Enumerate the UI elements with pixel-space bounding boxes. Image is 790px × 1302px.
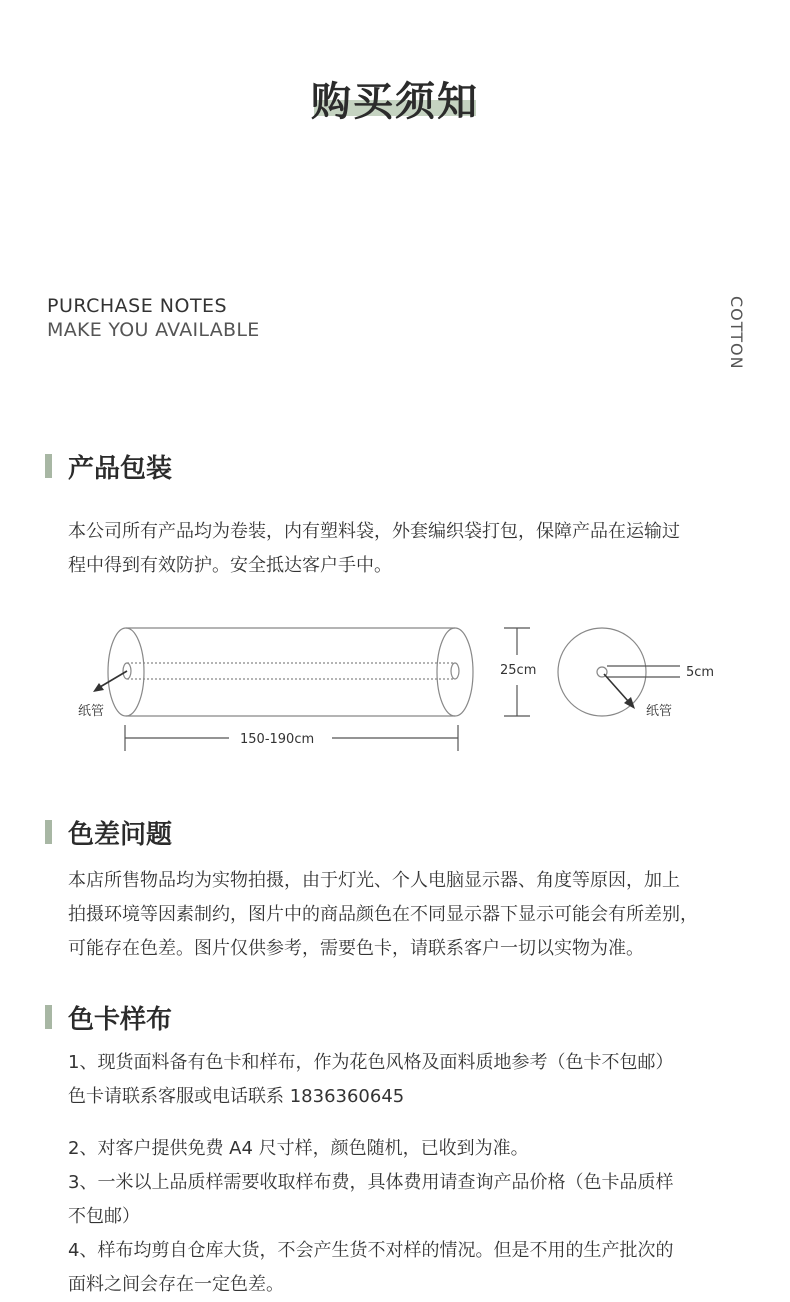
- cotton-vertical-label: COTTON: [727, 296, 746, 370]
- length-label: 150-190cm: [240, 732, 315, 747]
- swatch-item-2: 2、对客户提供免费 A4 尺寸样，颜色随机，已收到为准。: [68, 1138, 529, 1159]
- section-accent-bar: [45, 454, 52, 478]
- tube-label: 纸管: [78, 704, 105, 719]
- packaging-description: [68, 515, 758, 583]
- packaging-section-title: 产品包装: [68, 453, 173, 484]
- section-accent-bar: [45, 820, 52, 844]
- packaging-line-1: 本公司所有产品均为卷装，内有塑料袋，外套编织袋打包，保障产品在运输过: [68, 521, 680, 542]
- swatch-items-2-4: [68, 1132, 758, 1302]
- swatch-item-4-line-2: 面料之间会存在一定色差。: [68, 1274, 284, 1295]
- swatch-section-title: 色卡样布: [68, 1004, 173, 1035]
- swatch-item-1-line-1: 1、现货面料备有色卡和样布，作为花色风格及面料质地参考（色卡不包邮）: [68, 1052, 674, 1073]
- make-you-available-subheading: MAKE YOU AVAILABLE: [47, 319, 260, 341]
- color-diff-section-title: 色差问题: [68, 819, 173, 850]
- height-label: 25cm: [500, 663, 537, 678]
- color-diff-line-1: 本店所售物品均为实物拍摄，由于灯光、个人电脑显示器、角度等原因，加上: [68, 870, 680, 891]
- packaging-section-header: [45, 453, 173, 484]
- swatch-section-header: [45, 1004, 173, 1035]
- tube-arrowhead: [93, 683, 104, 692]
- page-title-text: 购买须知: [311, 79, 479, 125]
- core-tube-label: 纸管: [646, 704, 673, 719]
- color-diff-section-header: [45, 819, 173, 850]
- tube-arrow-line: [100, 671, 127, 687]
- purchase-notes-heading: PURCHASE NOTES: [47, 295, 228, 317]
- roll-packaging-diagram: [0, 615, 790, 765]
- core-right-end: [451, 663, 459, 679]
- swatch-item-1-line-2: 色卡请联系客服或电话联系 1836360645: [68, 1086, 405, 1107]
- core-diameter-label: 5cm: [686, 665, 715, 680]
- packaging-line-2: 程中得到有效防护。安全抵达客户手中。: [68, 555, 392, 576]
- swatch-item-3-line-2: 不包邮）: [68, 1206, 140, 1227]
- color-diff-line-2: 拍摄环境等因素制约，图片中的商品颜色在不同显示器下显示可能会有所差别，: [68, 904, 698, 925]
- swatch-item-4-line-1: 4、样布均剪自仓库大货，不会产生货不对样的情况。但是不用的生产批次的: [68, 1240, 674, 1261]
- page-title: [0, 70, 790, 127]
- color-diff-line-3: 可能存在色差。图片仅供参考，需要色卡，请联系客户一切以实物为准。: [68, 938, 644, 959]
- section-accent-bar: [45, 1005, 52, 1029]
- core-arrow-line: [604, 674, 628, 701]
- swatch-item-3-line-1: 3、一米以上品质样需要收取样布费，具体费用请查询产品价格（色卡品质样: [68, 1172, 674, 1193]
- color-diff-description: [68, 864, 758, 966]
- swatch-item-1: [68, 1046, 758, 1114]
- roll-right-end: [437, 628, 473, 716]
